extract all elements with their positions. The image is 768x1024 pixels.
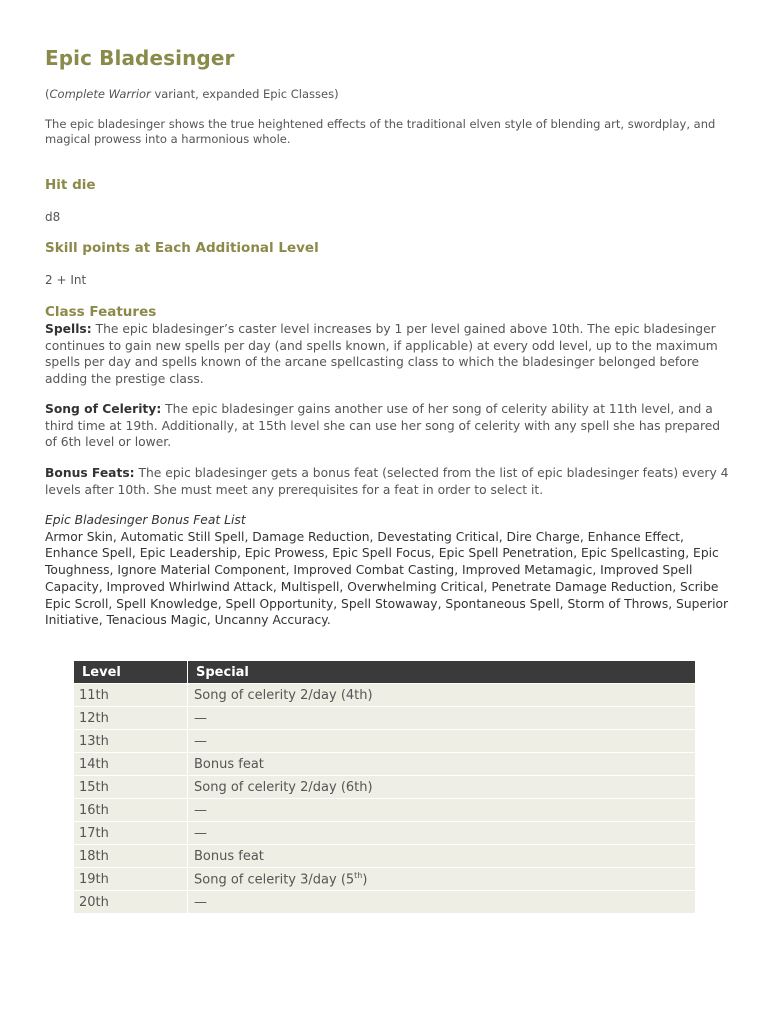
level-cell: 12th <box>74 707 188 730</box>
source-book: Complete Warrior <box>49 87 151 101</box>
level-cell: 19th <box>74 868 188 891</box>
special-cell: — <box>188 730 696 753</box>
source-note <box>45 87 339 101</box>
source-note-open: ( <box>45 87 50 101</box>
level-cell: 14th <box>74 753 188 776</box>
table-row <box>74 868 695 891</box>
table-row <box>74 799 695 822</box>
table-header-row <box>74 661 695 684</box>
special-cell: Bonus feat <box>188 753 696 776</box>
level-cell: 16th <box>74 799 188 822</box>
song-of-celerity-text: The epic bladesinger gains another use of her song of celerity ability at 11th level, and a third time at 19th. Additionally, at 15th level she can use her song of celerity with any spell she has prepared of 6th level or lower. <box>45 402 721 450</box>
special-text: Song of celerity 3/day (5 <box>194 872 355 888</box>
intro-paragraph: The epic bladesinger shows the true heightened effects of the traditional elven style of blending art, swordplay, and magical prowess into a harmonious whole. <box>45 117 716 146</box>
level-cell: 15th <box>74 776 188 799</box>
table-row <box>74 776 695 799</box>
class-features-heading: Class Features <box>45 304 157 320</box>
source-note-rest: variant, expanded Epic Classes) <box>150 87 339 101</box>
special-cell: Song of celerity 2/day (6th) <box>188 776 696 799</box>
special-column-header: Special <box>188 661 696 684</box>
skill-points-value: 2 + Int <box>45 273 87 287</box>
special-cell: — <box>188 891 696 914</box>
table-row <box>74 891 695 914</box>
bonus-feats-text: The epic bladesinger gets a bonus feat (selected from the list of epic bladesinger feats) every 4 levels after 10th. She must meet any prerequisites for a feat in order to select it. <box>45 466 729 497</box>
page-title: Epic Bladesinger <box>45 46 235 70</box>
special-cell: — <box>188 822 696 845</box>
spells-paragraph <box>45 321 730 388</box>
feat-list: Armor Skin, Automatic Still Spell, Damage Reduction, Devestating Critical, Dire Charge, Enhance Effect, Enhance Spell, Epic Leadership, Epic Prowess, Epic Spell Focus, Epic Spell Penetration, Epic Spellcasting, Epic Toughness, Ignore Material Component, Improved Combat Casting, Improved Metamagic, Improved Spell Capacity, Improved Whirlwind Attack, Multispell, Overwhelming Critical, Penetrate Damage Reduction, Scribe Epic Scroll, Spell Knowledge, Spell Opportunity, Spell Stowaway, Spontaneous Spell, Storm of Throws, Superior Initiative, Tenacious Magic, Uncanny Accuracy. <box>45 529 729 628</box>
feat-list-title: Epic Bladesinger Bonus Feat List <box>45 513 246 527</box>
hit-die-heading: Hit die <box>45 177 96 193</box>
table-row <box>74 684 695 707</box>
level-cell: 13th <box>74 730 188 753</box>
level-cell: 18th <box>74 845 188 868</box>
table-row <box>74 753 695 776</box>
hit-die-value: d8 <box>45 210 61 224</box>
level-column-header: Level <box>74 661 188 684</box>
special-tail: ) <box>362 872 368 888</box>
spells-text: The epic bladesinger’s caster level increases by 1 per level gained above 10th. The epic bladesinger continues to gain new spells per day (and spells known, if applicable) at every odd level, up to the maximum spells per day and spells known of the arcane spellcasting class to which the bladesinger belonged before adding the prestige class. <box>45 322 718 387</box>
song-of-celerity-paragraph <box>45 401 730 451</box>
special-cell: Song of celerity 2/day (4th) <box>188 684 696 707</box>
special-superscript: th <box>354 870 363 880</box>
feat-list-block <box>45 512 730 629</box>
level-cell: 20th <box>74 891 188 914</box>
spells-label: Spells: <box>45 322 92 336</box>
bonus-feats-paragraph <box>45 465 730 498</box>
level-cell: 17th <box>74 822 188 845</box>
table-row <box>74 822 695 845</box>
special-cell: — <box>188 707 696 730</box>
special-cell: Bonus feat <box>188 845 696 868</box>
song-of-celerity-label: Song of Celerity: <box>45 402 162 416</box>
table-row <box>74 707 695 730</box>
table-row <box>74 845 695 868</box>
table-row <box>74 730 695 753</box>
level-progression-table <box>74 661 695 913</box>
level-cell: 11th <box>74 684 188 707</box>
special-cell <box>188 868 696 891</box>
special-cell: — <box>188 799 696 822</box>
bonus-feats-label: Bonus Feats: <box>45 466 135 480</box>
skill-points-heading: Skill points at Each Additional Level <box>45 240 319 256</box>
